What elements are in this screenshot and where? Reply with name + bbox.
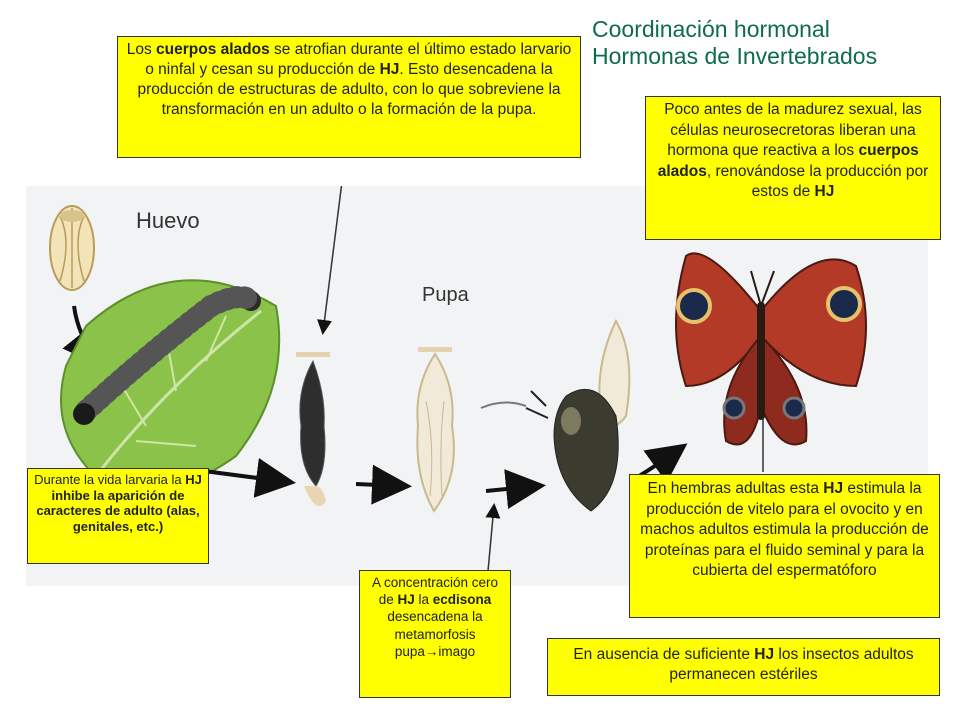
slide-title — [592, 16, 877, 70]
info-box-ecdysone-metamorphosis: A concentración cero de HJ la ecdisona desencadena la metamorfosis pupa→imago — [359, 570, 511, 698]
info-box-adult-function: En hembras adultas esta HJ estimula la producción de vitelo para el ovocito y en machos adultos estimula la producción de proteínas para el fluido seminal y para la cubierta del espermatóforo — [629, 474, 940, 618]
info-box-larval-inhibition: Durante la vida larvaria la HJ inhibe la aparición de caracteres de adulto (alas, genitales, etc.) — [27, 468, 209, 564]
right-arrow-icon: → — [424, 643, 439, 659]
title-line-1: Coordinación hormonal — [592, 16, 830, 42]
prepupa-to-pupa-arrow — [356, 484, 404, 486]
egg-label: Huevo — [136, 208, 200, 233]
title-line-2: Hormonas de Invertebrados — [592, 43, 878, 69]
pupa-label: Pupa — [422, 284, 469, 306]
info-box-sexual-maturity: Poco antes de la madurez sexual, las células neurosecretoras liberan una hormona que reactiva a los cuerpos alados, renovándose la producción por estos de HJ — [645, 96, 941, 240]
egg-illustration — [50, 206, 94, 290]
info-box-sterility: En ausencia de suficiente HJ los insectos adultos permanecen estériles — [547, 638, 940, 696]
info-box-corpora-allata-atrophy: Los cuerpos alados se atrofian durante el último estado larvario o ninfal y cesan su producción de HJ. Esto desencadena la producción de estructuras de adulto, con lo que sobreviene la transformación en un adulto o la formación de la pupa. — [117, 36, 581, 158]
